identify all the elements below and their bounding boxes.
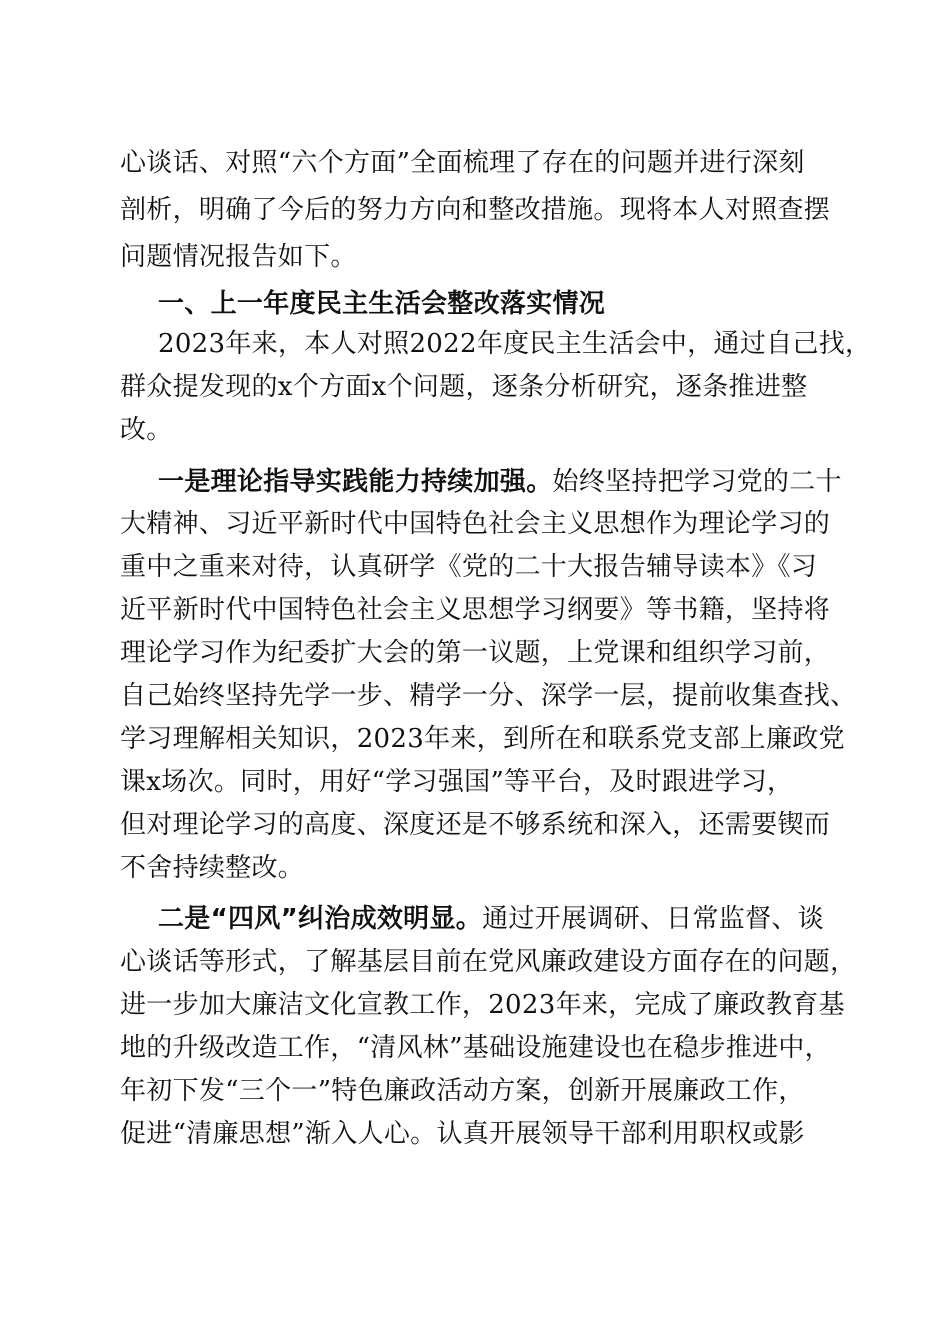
text-line: 近平新时代中国特色社会主义思想学习纲要》等书籍，坚持将 [120, 595, 831, 625]
text-line: 心谈话等形式，了解基层目前在党风廉政建设方面存在的问题， [120, 947, 857, 977]
text-line: 课x场次。同时，用好“学习强国”等平台，及时跟进学习， [120, 767, 794, 797]
text-line: 但对理论学习的高度、深度还是不够系统和深入，还需要锲而 [120, 810, 831, 840]
paragraph-lead-rest: 始终坚持把学习党的二十 [552, 467, 842, 497]
text-line: 促进“清廉思想”渐入人心。认真开展领导干部利用职权或影 [120, 1119, 805, 1149]
paragraph-lead-bold: 二是“四风”纠治成效明显。 [158, 904, 483, 934]
text-line: 心谈话、对照“六个方面”全面梳理了存在的问题并进行深刻 [120, 148, 805, 178]
text-line: 重中之重来对待，认真研学《党的二十大报告辅导读本》《习 [120, 552, 818, 582]
text-line: 地的升级改造工作，“清风林”基础设施建设也在稳步推进中， [120, 1033, 831, 1063]
text-line: 自己始终坚持先学一步、精学一分、深学一层，提前收集查找、 [120, 681, 857, 711]
paragraph-first-line [158, 899, 840, 939]
text-line: 群众提发现的x个方面x个问题，逐条分析研究，逐条推进整 [120, 372, 808, 402]
text-line: 进一步加大廉洁文化宣教工作，2023年来，完成了廉政教育基 [120, 990, 845, 1020]
text-line: 剖析，明确了今后的努力方向和整改措施。现将本人对照查摆 [120, 195, 831, 225]
paragraph-first-line [158, 462, 840, 502]
paragraph-lead-bold: 一是理论指导实践能力持续加强。 [158, 467, 553, 497]
section-heading: 一、上一年度民主生活会整改落实情况 [158, 289, 606, 319]
text-line: 2023年来，本人对照2022年度民主生活会中，通过自己找， [158, 329, 872, 359]
text-line: 大精神、习近平新时代中国特色社会主义思想作为理论学习的 [120, 509, 831, 539]
paragraph-lead-rest: 通过开展调研、日常监督、谈 [482, 904, 824, 934]
text-line: 理论学习作为纪委扩大会的第一议题，上党课和组织学习前， [120, 638, 831, 668]
text-line: 学习理解相关知识，2023年来，到所在和联系党支部上廉政党 [120, 724, 845, 754]
text-line: 不舍持续整改。 [120, 853, 305, 883]
text-line: 问题情况报告如下。 [120, 242, 357, 272]
text-line: 改。 [120, 415, 173, 445]
text-line: 年初下发“三个一”特色廉政活动方案，创新开展廉政工作， [120, 1076, 805, 1106]
